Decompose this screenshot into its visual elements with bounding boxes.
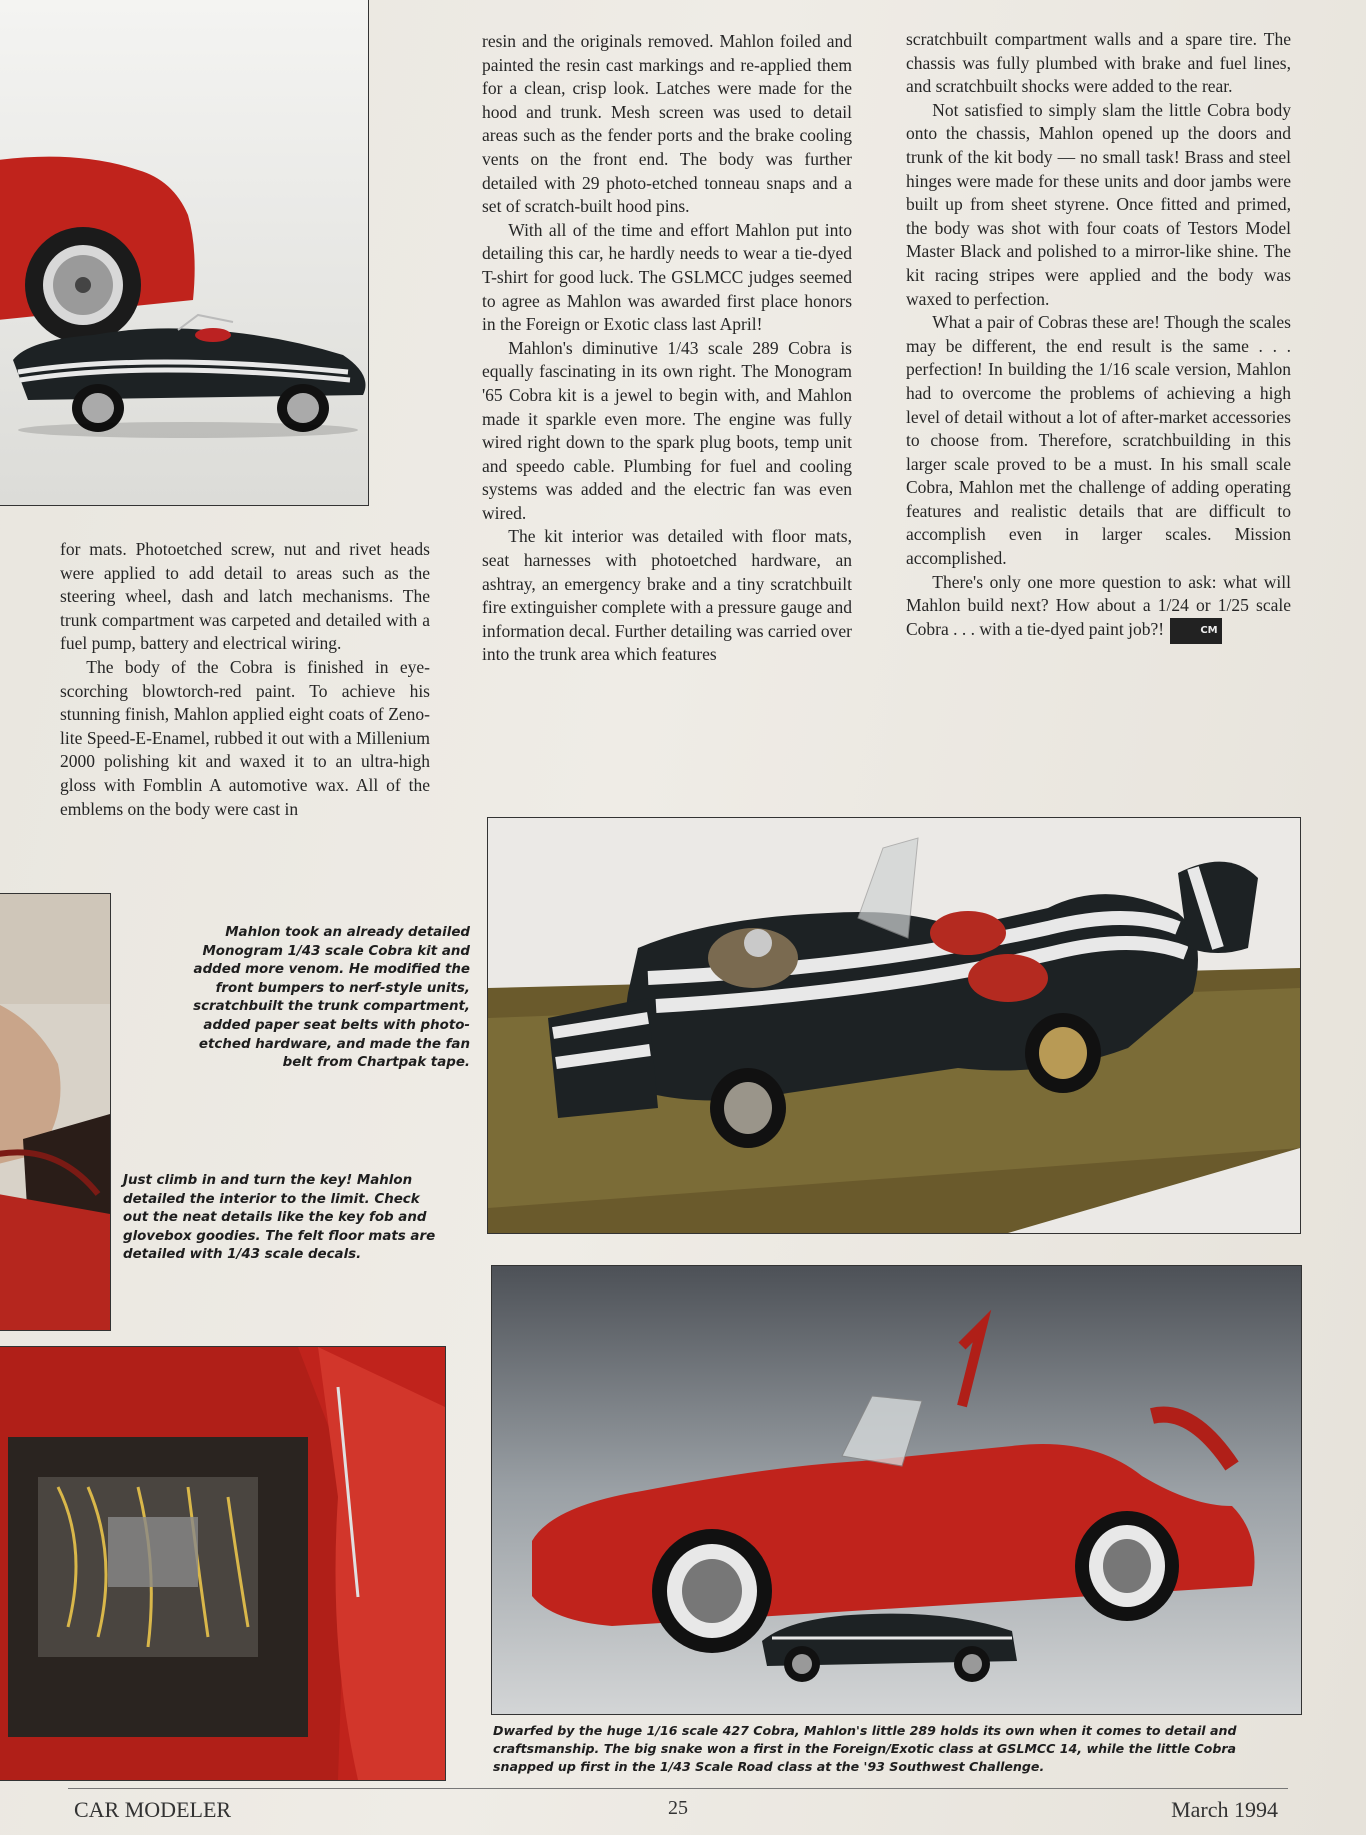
col2-paragraph-2: With all of the time and effort Mahlon put into detailing this car, he hardly needs to wear a tie-dyed T-shirt for good luck. The GSLMCC judges seemed to agree as Mahlon was awarded first place honors in the Foreign or Exotic class last April! [482, 219, 852, 335]
col3-paragraph-3: What a pair of Cobras these are! Though the scales may be different, the end result is the same . . . perfection! In building the 1/16 scale version, Mahlon had to overcome the problems of achieving a high level of detail without a lot of after-market accessories to choose from. Therefore, scratchbuilding in this larger scale proved to be a must. In his small scale Cobra, Mahlon met the challenge of adding operating features and realistic details that are difficult to accomplish even in larger scales. Mission accomplished. [906, 312, 1291, 569]
col3-paragraph-1: scratchbuilt compartment walls and a spare tire. The chassis was fully plumbed with brake and fuel lines, and scratchbuilt shocks were added to the rear. [906, 29, 1291, 97]
col3-paragraph-4 [906, 571, 1291, 644]
col3-paragraph-4-text: There's only one more question to ask: what will Mahlon build next? How about a 1/24 or 1/25 scale Cobra . . . with a tie-dyed paint job?! [906, 571, 1291, 639]
article-column-3 [906, 28, 1291, 644]
photo-engine-bay [0, 1346, 446, 1781]
col1-paragraph-2: The body of the Cobra is finished in eye-scorching blowtorch-red paint. To achieve his stunning finish, Mahlon applied eight coats of Zeno-lite Speed-E-Enamel, rubbed it out with a Millenium 2000 polishing kit and waxed it to an ultra-high gloss with Fomblin A automotive wax. All of the emblems on the body were cast in [60, 656, 430, 819]
caption-interior: Just climb in and turn the key! Mahlon detailed the interior to the limit. Check out the neat details like the key fob and glovebox goodies. The felt floor mats are detailed with 1/43 scale decals. [123, 1173, 436, 1263]
col2-paragraph-4: The kit interior was detailed with floor mats, seat harnesses with photoetched hardware, an ashtray, an emergency brake and a tiny scratchbuilt fire extinguisher complete with a pressure gauge and information decal. Further detailing was carried over into the trunk area which features [482, 526, 852, 665]
page-footer [68, 1788, 1288, 1829]
article-column-1 [60, 538, 430, 821]
col2-paragraph-3: Mahlon's diminutive 1/43 scale 289 Cobra is equally fascinating in its own right. The Monogram '65 Cobra kit is a jewel to begin with, and Mahlon made it sparkle even more. The engine was fully wired right down to the spark plug boots, temp unit and speedo cable. Plumbing for fuel and cooling systems was added and the electric fan was even wired. [482, 337, 852, 523]
col3-paragraph-2: Not satisfied to simply slam the little Cobra body onto the chassis, Mahlon opened up the doors and trunk of the kit body — no small task! Brass and steel hinges were made for these units and door jambs were built up from sheet styrene. Once fitted and primed, the body was shot with four coats of Testors Model Master Black and polished to a mirror-like shine. The kit racing stripes were applied and the body was waxed to perfection. [906, 99, 1291, 309]
caption-dwarfed-cobras: Dwarfed by the huge 1/16 scale 427 Cobra, Mahlon's little 289 holds its own when it comes to detail and craftsmanship. The big snake won a first in the Foreign/Exotic class at GSLMCC 14, while the little Cobra snapped up first in the 1/43 Scale Road class at the '93 Southwest Challenge. [493, 1723, 1237, 1774]
col2-paragraph-1: resin and the originals removed. Mahlon foiled and painted the resin cast markings and re-applied them for a clean, crisp look. Latches were made for the hood and trunk. Mesh screen was used to detail areas such as the fender ports and the brake cooling vents on the front end. The body was further detailed with 29 photo-etched tonneau snaps and a set of scratch-built hood pins. [482, 31, 852, 217]
article-column-2 [482, 30, 852, 667]
page-number: 25 [668, 1797, 688, 1819]
caption-monogram-cobra: Mahlon took an already detailed Monogram 1/43 scale Cobra kit and added more venom. He modified the front bumpers to nerf-style units, scratchbuilt the trunk compartment, added paper seat belts with photo-etched hardware, and made the fan belt from Chartpak tape. [193, 925, 470, 1071]
col1-paragraph-1: for mats. Photoetched screw, nut and rivet heads were applied to add detail to areas such as the steering wheel, dash and latch mechanisms. The trunk compartment was carpeted and detailed with a fuel pump, battery and electrical wiring. [60, 539, 430, 654]
photo-interior-closeup [0, 893, 111, 1331]
photo-black-cobra-display [487, 817, 1301, 1234]
end-of-article-mark: CM [1170, 618, 1222, 644]
photo-two-cobras [0, 0, 369, 506]
magazine-name: CAR MODELER [74, 1797, 232, 1822]
photo-red-and-black-cobras [491, 1265, 1302, 1715]
issue-date: March 1994 [1171, 1797, 1278, 1822]
